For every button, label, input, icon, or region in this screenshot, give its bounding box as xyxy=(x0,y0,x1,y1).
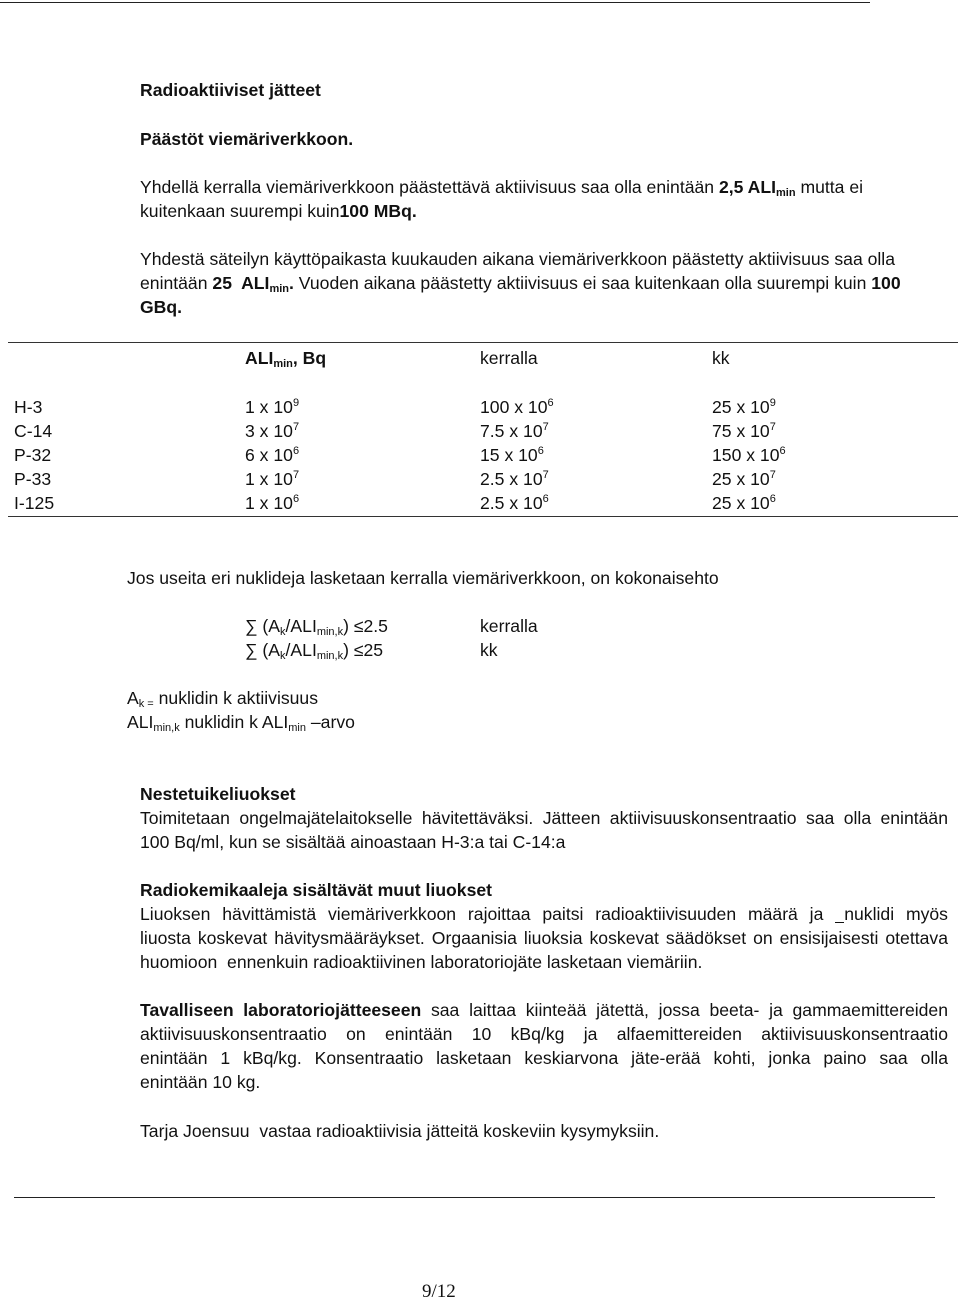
exponent: 6 xyxy=(292,445,300,457)
exponent: 6 xyxy=(292,493,300,505)
symbol: ALI xyxy=(127,712,154,732)
formula-scope: kk xyxy=(480,640,498,660)
subscript: min,k xyxy=(316,626,344,638)
ali-cell xyxy=(245,395,299,419)
lab-waste-line-1 xyxy=(140,998,948,1022)
top-rule xyxy=(0,2,870,3)
limit-period: . xyxy=(289,273,294,293)
monthly-limit-cell xyxy=(712,443,786,467)
radiochemical-line-2 xyxy=(140,926,948,950)
nuclide-cell: P-33 xyxy=(14,469,52,489)
mantissa: 7.5 x 10 xyxy=(480,421,543,441)
contact-line xyxy=(140,1119,659,1143)
legend-ali xyxy=(127,710,355,734)
single-discharge-line-2 xyxy=(140,199,417,223)
exponent: 9 xyxy=(769,397,776,409)
lab-waste-lead: Tavalliseen laboratoriojätteeseen xyxy=(140,1000,422,1020)
monthly-discharge-line-3: GBq. xyxy=(140,297,183,317)
limit-value: 2,5 ALI xyxy=(718,177,776,197)
exponent: 6 xyxy=(769,493,776,505)
page-number: 9/12 xyxy=(422,1281,456,1302)
subscript: min,k xyxy=(316,650,344,662)
formula-text: /ALI xyxy=(285,616,317,636)
mantissa: 25 x 10 xyxy=(712,493,770,513)
ali-cell xyxy=(245,467,299,491)
sum-rule-intro: Jos useita eri nuklideja lasketaan kerralla viemäriverkkoon, on kokonaisehto xyxy=(127,568,719,588)
mantissa: 1 x 10 xyxy=(245,493,293,513)
formula-text: ) ≤2.5 xyxy=(343,616,388,636)
table-row xyxy=(8,395,958,419)
ali-cell xyxy=(245,491,299,515)
monthly-discharge-line-2 xyxy=(140,271,901,295)
radiochemical-line-1 xyxy=(140,902,948,926)
nuclide-cell: H-3 xyxy=(14,397,43,417)
once-limit-cell xyxy=(480,419,549,443)
paragraph-text: Liuoksen hävittämistä viemäriverkkoon rajoittaa paitsi radioaktiivisuuden määrä ja xyxy=(140,904,836,924)
paragraph-text: enintään xyxy=(140,273,213,293)
mantissa: 6 x 10 xyxy=(245,445,293,465)
subscript: min xyxy=(288,722,306,734)
exponent: 6 xyxy=(542,493,549,505)
paragraph-text: mutta ei xyxy=(795,177,864,197)
table-header-row xyxy=(8,346,958,370)
symbol: A xyxy=(127,688,139,708)
legend-activity xyxy=(127,686,318,710)
header-ali xyxy=(245,346,326,370)
paragraph-text: Vuoden aikana päästetty aktiivisuus ei saa kuitenkaan olla suurempi kuin xyxy=(293,273,872,293)
mantissa: 75 x 10 xyxy=(712,421,770,441)
document-heading: Radioaktiiviset jätteet xyxy=(140,80,321,100)
header-once: kerralla xyxy=(480,348,538,368)
formula-text: ∑ (A xyxy=(245,640,281,660)
underlined-gap xyxy=(835,922,844,923)
sum-formula xyxy=(245,638,383,662)
paragraph-text: liuosta koskevat hävitysmääräykset. Orgaanisia liuoksia koskevat säädökset on ensisijaisesti otettava xyxy=(140,928,948,948)
footer-rule xyxy=(14,1197,935,1198)
exponent: 7 xyxy=(542,469,549,481)
once-limit-cell xyxy=(480,467,549,491)
subscript: k xyxy=(280,650,286,662)
legend-text: –arvo xyxy=(306,712,355,732)
section-title-discharge: Päästöt viemäriverkkoon. xyxy=(140,129,354,149)
table-row xyxy=(8,491,958,515)
once-limit-cell xyxy=(480,491,549,515)
formula-scope: kerralla xyxy=(480,616,538,636)
once-limit-cell xyxy=(480,443,544,467)
nuclide-cell: C-14 xyxy=(14,421,53,441)
nuclide-cell: I-125 xyxy=(14,493,55,513)
paragraph-text: saa laittaa kiinteää jätettä, jossa beeta- ja gammaemittereiden xyxy=(421,1000,948,1020)
mantissa: 15 x 10 xyxy=(480,445,538,465)
mantissa: 2.5 x 10 xyxy=(480,493,543,513)
paragraph-text: Toimitetaan ongelmajätelaitokselle hävitettäväksi. Jätteen aktiivisuuskonsentraatio saa olla enintään xyxy=(140,808,948,828)
section-title-scintillation: Nestetuikeliuokset xyxy=(140,784,296,804)
monthly-discharge-line-1 xyxy=(140,247,895,271)
scintillation-line-1 xyxy=(140,806,948,830)
paragraph-text: Yhdellä kerralla viemäriverkkoon päästettävä aktiivisuus saa olla enintään xyxy=(140,177,719,197)
formula-text: /ALI xyxy=(285,640,317,660)
ali-limits-table xyxy=(8,342,958,517)
nuclide-cell: P-32 xyxy=(14,445,52,465)
mantissa: 1 x 10 xyxy=(245,469,293,489)
paragraph-text: Yhdestä säteilyn käyttöpaikasta kuukauden aikana viemäriverkkoon päästetty aktiivisuus saa olla xyxy=(140,249,896,269)
lab-waste-line-4: enintään 10 kg. xyxy=(140,1072,261,1092)
monthly-limit-cell xyxy=(712,395,776,419)
max-value: 100 MBq. xyxy=(339,201,417,221)
ali-cell xyxy=(245,443,299,467)
section-title-radiochemical: Radiokemikaaleja sisältävät muut liuokset xyxy=(140,880,493,900)
paragraph-text: enintään 1 kBq/kg. Konsentraatio lasketaan keskiarvona jäte-erää kohti, jonka paino saa olla xyxy=(140,1048,948,1068)
paragraph-text: Tarja Joensuu vastaa radioaktiivisia jätteitä koskeviin kysymyksiin. xyxy=(140,1121,660,1141)
monthly-limit-cell xyxy=(712,419,776,443)
mantissa: 100 x 10 xyxy=(480,397,548,417)
formula-text: ) ≤25 xyxy=(343,640,384,660)
sum-formula xyxy=(245,614,388,638)
lab-waste-line-3 xyxy=(140,1046,948,1070)
table-row xyxy=(8,419,958,443)
lab-waste-line-2 xyxy=(140,1022,948,1046)
legend-text: nuklidin k aktiivisuus xyxy=(153,688,319,708)
paragraph-text: kuitenkaan suurempi kuin xyxy=(140,201,340,221)
mantissa: 2.5 x 10 xyxy=(480,469,543,489)
exponent: 7 xyxy=(769,421,776,433)
once-limit-cell xyxy=(480,395,554,419)
paragraph-text: nuklidi myös xyxy=(844,904,948,924)
paragraph-text: aktiivisuuskonsentraatio on enintään 10 kBq/kg ja alfaemittereiden aktiivisuuskonsentraatio xyxy=(140,1024,948,1044)
exponent: 6 xyxy=(537,445,544,457)
subscript: min xyxy=(273,358,293,370)
exponent: 6 xyxy=(547,397,554,409)
paragraph-text: huomioon ennenkuin radioaktiivinen laboratoriojäte lasketaan viemäriin. xyxy=(140,952,703,972)
subscript: min,k xyxy=(153,722,180,734)
header-ali-unit: , Bq xyxy=(292,348,327,368)
mantissa: 1 x 10 xyxy=(245,397,293,417)
legend-text: nuklidin k ALI xyxy=(179,712,289,732)
subscript: min xyxy=(776,187,796,199)
single-discharge-line-1 xyxy=(140,175,863,199)
header-ali-label: ALI xyxy=(245,348,274,368)
exponent: 7 xyxy=(542,421,549,433)
mantissa: 150 x 10 xyxy=(712,445,780,465)
exponent: 6 xyxy=(779,445,786,457)
monthly-limit-cell xyxy=(712,467,776,491)
exponent: 7 xyxy=(769,469,776,481)
mantissa: 25 x 10 xyxy=(712,469,770,489)
monthly-limit-cell xyxy=(712,491,776,515)
max-value: 100 xyxy=(871,273,901,293)
mantissa: 25 x 10 xyxy=(712,397,770,417)
limit-value: 25 ALI xyxy=(212,273,270,293)
ali-cell xyxy=(245,419,299,443)
subscript: k xyxy=(280,626,286,638)
exponent: 7 xyxy=(292,469,300,481)
header-monthly: kk xyxy=(712,348,730,368)
formula-text: ∑ (A xyxy=(245,616,281,636)
table-row xyxy=(8,443,958,467)
exponent: 7 xyxy=(292,421,300,433)
table-row xyxy=(8,467,958,491)
exponent: 9 xyxy=(292,397,300,409)
subscript: min xyxy=(269,283,290,295)
mantissa: 3 x 10 xyxy=(245,421,293,441)
radiochemical-line-3 xyxy=(140,950,702,974)
scintillation-line-2: 100 Bq/ml, kun se sisältää ainoastaan H-3:a tai C-14:a xyxy=(140,832,566,852)
subscript: k = xyxy=(138,698,154,710)
